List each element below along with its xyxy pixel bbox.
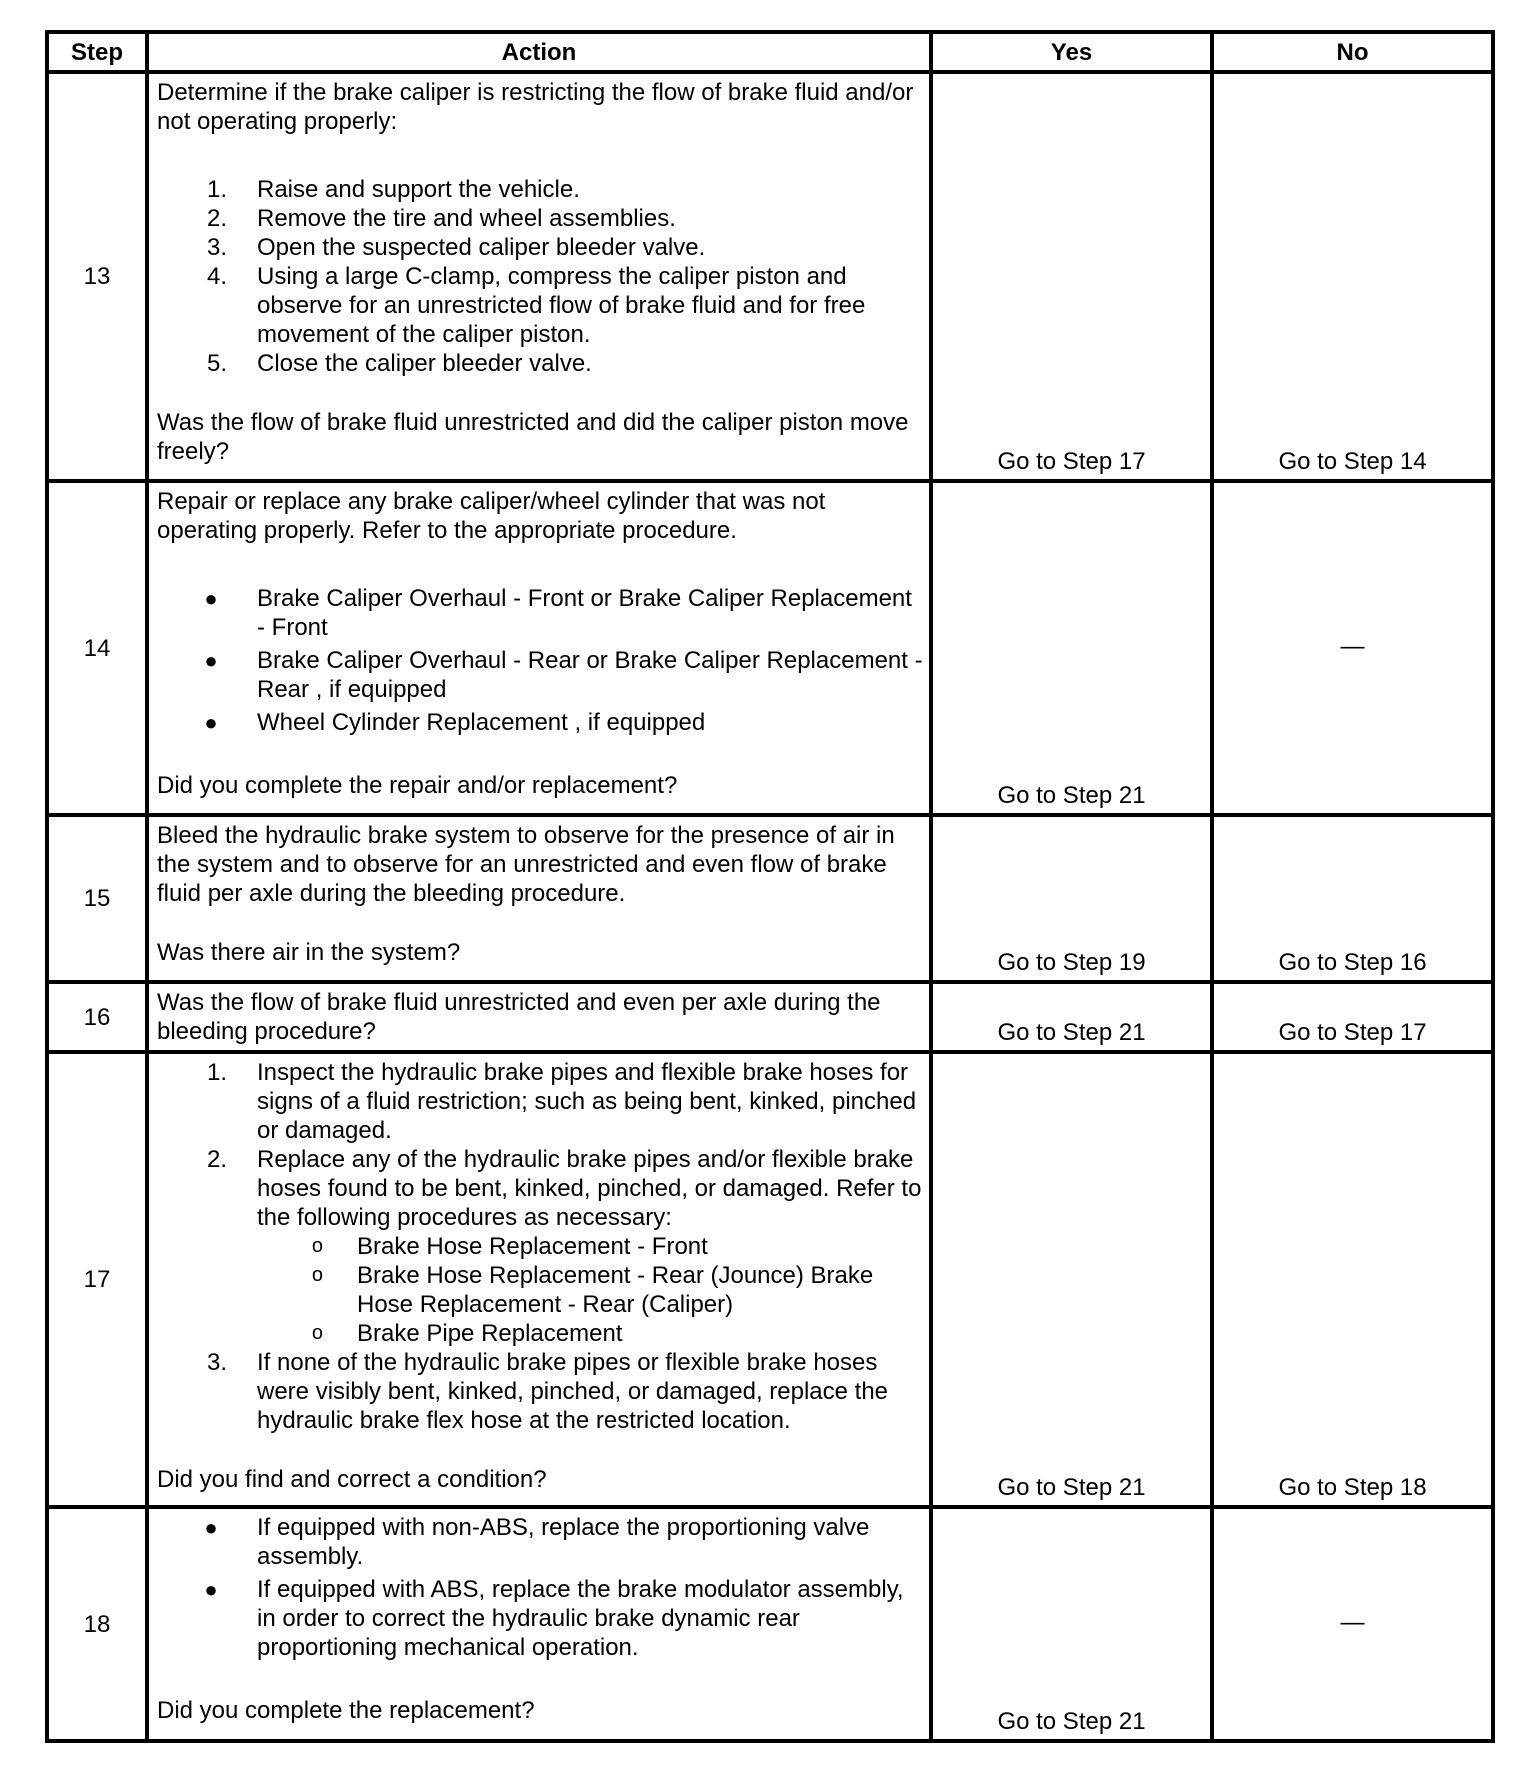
action-question: Was there air in the system?	[157, 939, 461, 966]
list-item: ● Brake Caliper Overhaul - Rear or Brake Caliper Replacement - Rear , if equipped	[204, 647, 923, 703]
table-row	[47, 72, 1493, 481]
action-question: Was the flow of brake fluid unrestricted and even per axle during the bleeding procedure?	[157, 989, 881, 1045]
header-no: No	[1212, 32, 1493, 72]
list-item: ● If equipped with ABS, replace the brake modulator assembly, in order to correct the hydraulic brake dynamic rear proportioning mechanical operation.	[204, 1576, 904, 1661]
action-question: Did you complete the repair and/or replacement?	[157, 772, 678, 799]
action-cell	[147, 1507, 931, 1741]
action-intro: Repair or replace any brake caliper/wheel cylinder that was not operating properly. Refer to the appropriate procedure.	[157, 488, 826, 544]
list-item: 1. Raise and support the vehicle.	[206, 176, 580, 203]
step-number: 15	[47, 815, 147, 982]
action-question: Did you complete the replacement?	[157, 1697, 535, 1724]
action-cell	[147, 481, 931, 815]
yes-cell: Go to Step 17	[931, 72, 1212, 481]
step-number: 13	[47, 72, 147, 481]
step-number: 18	[47, 1507, 147, 1741]
step-number: 16	[47, 982, 147, 1052]
yes-cell: Go to Step 21	[931, 481, 1212, 815]
sub-list-item: o Brake Hose Replacement - Rear (Jounce) Brake Hose Replacement - Rear (Caliper)	[311, 1262, 874, 1318]
action-cell	[147, 982, 931, 1052]
yes-cell: Go to Step 21	[931, 1052, 1212, 1507]
no-cell: Go to Step 16	[1212, 815, 1493, 982]
no-cell: —	[1212, 1507, 1493, 1741]
table-row	[47, 982, 1493, 1052]
sub-list-item: o Brake Hose Replacement - Front	[311, 1233, 708, 1260]
step-number: 17	[47, 1052, 147, 1507]
action-question: Was the flow of brake fluid unrestricted and did the caliper piston move freely?	[157, 409, 909, 465]
list-item: 2. Remove the tire and wheel assemblies.	[206, 205, 676, 232]
table-row	[47, 481, 1493, 815]
header-yes: Yes	[931, 32, 1212, 72]
list-item: 4. Using a large C-clamp, compress the caliper piston and observe for an unrestricted flow of brake fluid and for free movement of the caliper piston.	[206, 263, 866, 348]
list-item: 1. Inspect the hydraulic brake pipes and flexible brake hoses for signs of a fluid restriction; such as being bent, kinked, pinched or damaged.	[206, 1059, 917, 1144]
header-step: Step	[47, 32, 147, 72]
list-item: ● Wheel Cylinder Replacement , if equipped	[204, 709, 706, 736]
no-cell: Go to Step 18	[1212, 1052, 1493, 1507]
action-question: Did you find and correct a condition?	[157, 1466, 547, 1493]
list-item: ● If equipped with non-ABS, replace the proportioning valve assembly.	[204, 1514, 870, 1570]
header-action: Action	[147, 32, 931, 72]
list-item: 5. Close the caliper bleeder valve.	[206, 350, 592, 377]
header-row	[47, 32, 1493, 72]
no-cell: —	[1212, 481, 1493, 815]
action-intro: Determine if the brake caliper is restricting the flow of brake fluid and/or not operating properly:	[157, 79, 914, 135]
yes-cell: Go to Step 21	[931, 982, 1212, 1052]
list-item: ● Brake Caliper Overhaul - Front or Brake Caliper Replacement - Front	[204, 585, 912, 641]
no-cell: Go to Step 17	[1212, 982, 1493, 1052]
no-cell: Go to Step 14	[1212, 72, 1493, 481]
yes-cell: Go to Step 21	[931, 1507, 1212, 1741]
diagnostic-table	[45, 30, 1495, 1743]
list-item: 3. Open the suspected caliper bleeder valve.	[206, 234, 706, 261]
action-cell	[147, 815, 931, 982]
table-row	[47, 1507, 1493, 1741]
list-item: 3. If none of the hydraulic brake pipes or flexible brake hoses were visibly bent, kinked, pinched, or damaged, replace the hydraulic brake flex hose at the restricted location.	[206, 1349, 889, 1434]
yes-cell: Go to Step 19	[931, 815, 1212, 982]
action-cell	[147, 72, 931, 481]
action-intro: Bleed the hydraulic brake system to observe for the presence of air in the system and to observe for an unrestricted and even flow of brake fluid per axle during the bleeding procedure.	[157, 822, 895, 907]
sub-list-item: o Brake Pipe Replacement	[311, 1320, 623, 1347]
list-item: 2. Replace any of the hydraulic brake pipes and/or flexible brake hoses found to be bent, kinked, pinched, or damaged. Refer to the following procedures as necessary:	[206, 1146, 922, 1231]
step-number: 14	[47, 481, 147, 815]
action-cell	[147, 1052, 931, 1507]
table-row	[47, 1052, 1493, 1507]
table-row	[47, 815, 1493, 982]
